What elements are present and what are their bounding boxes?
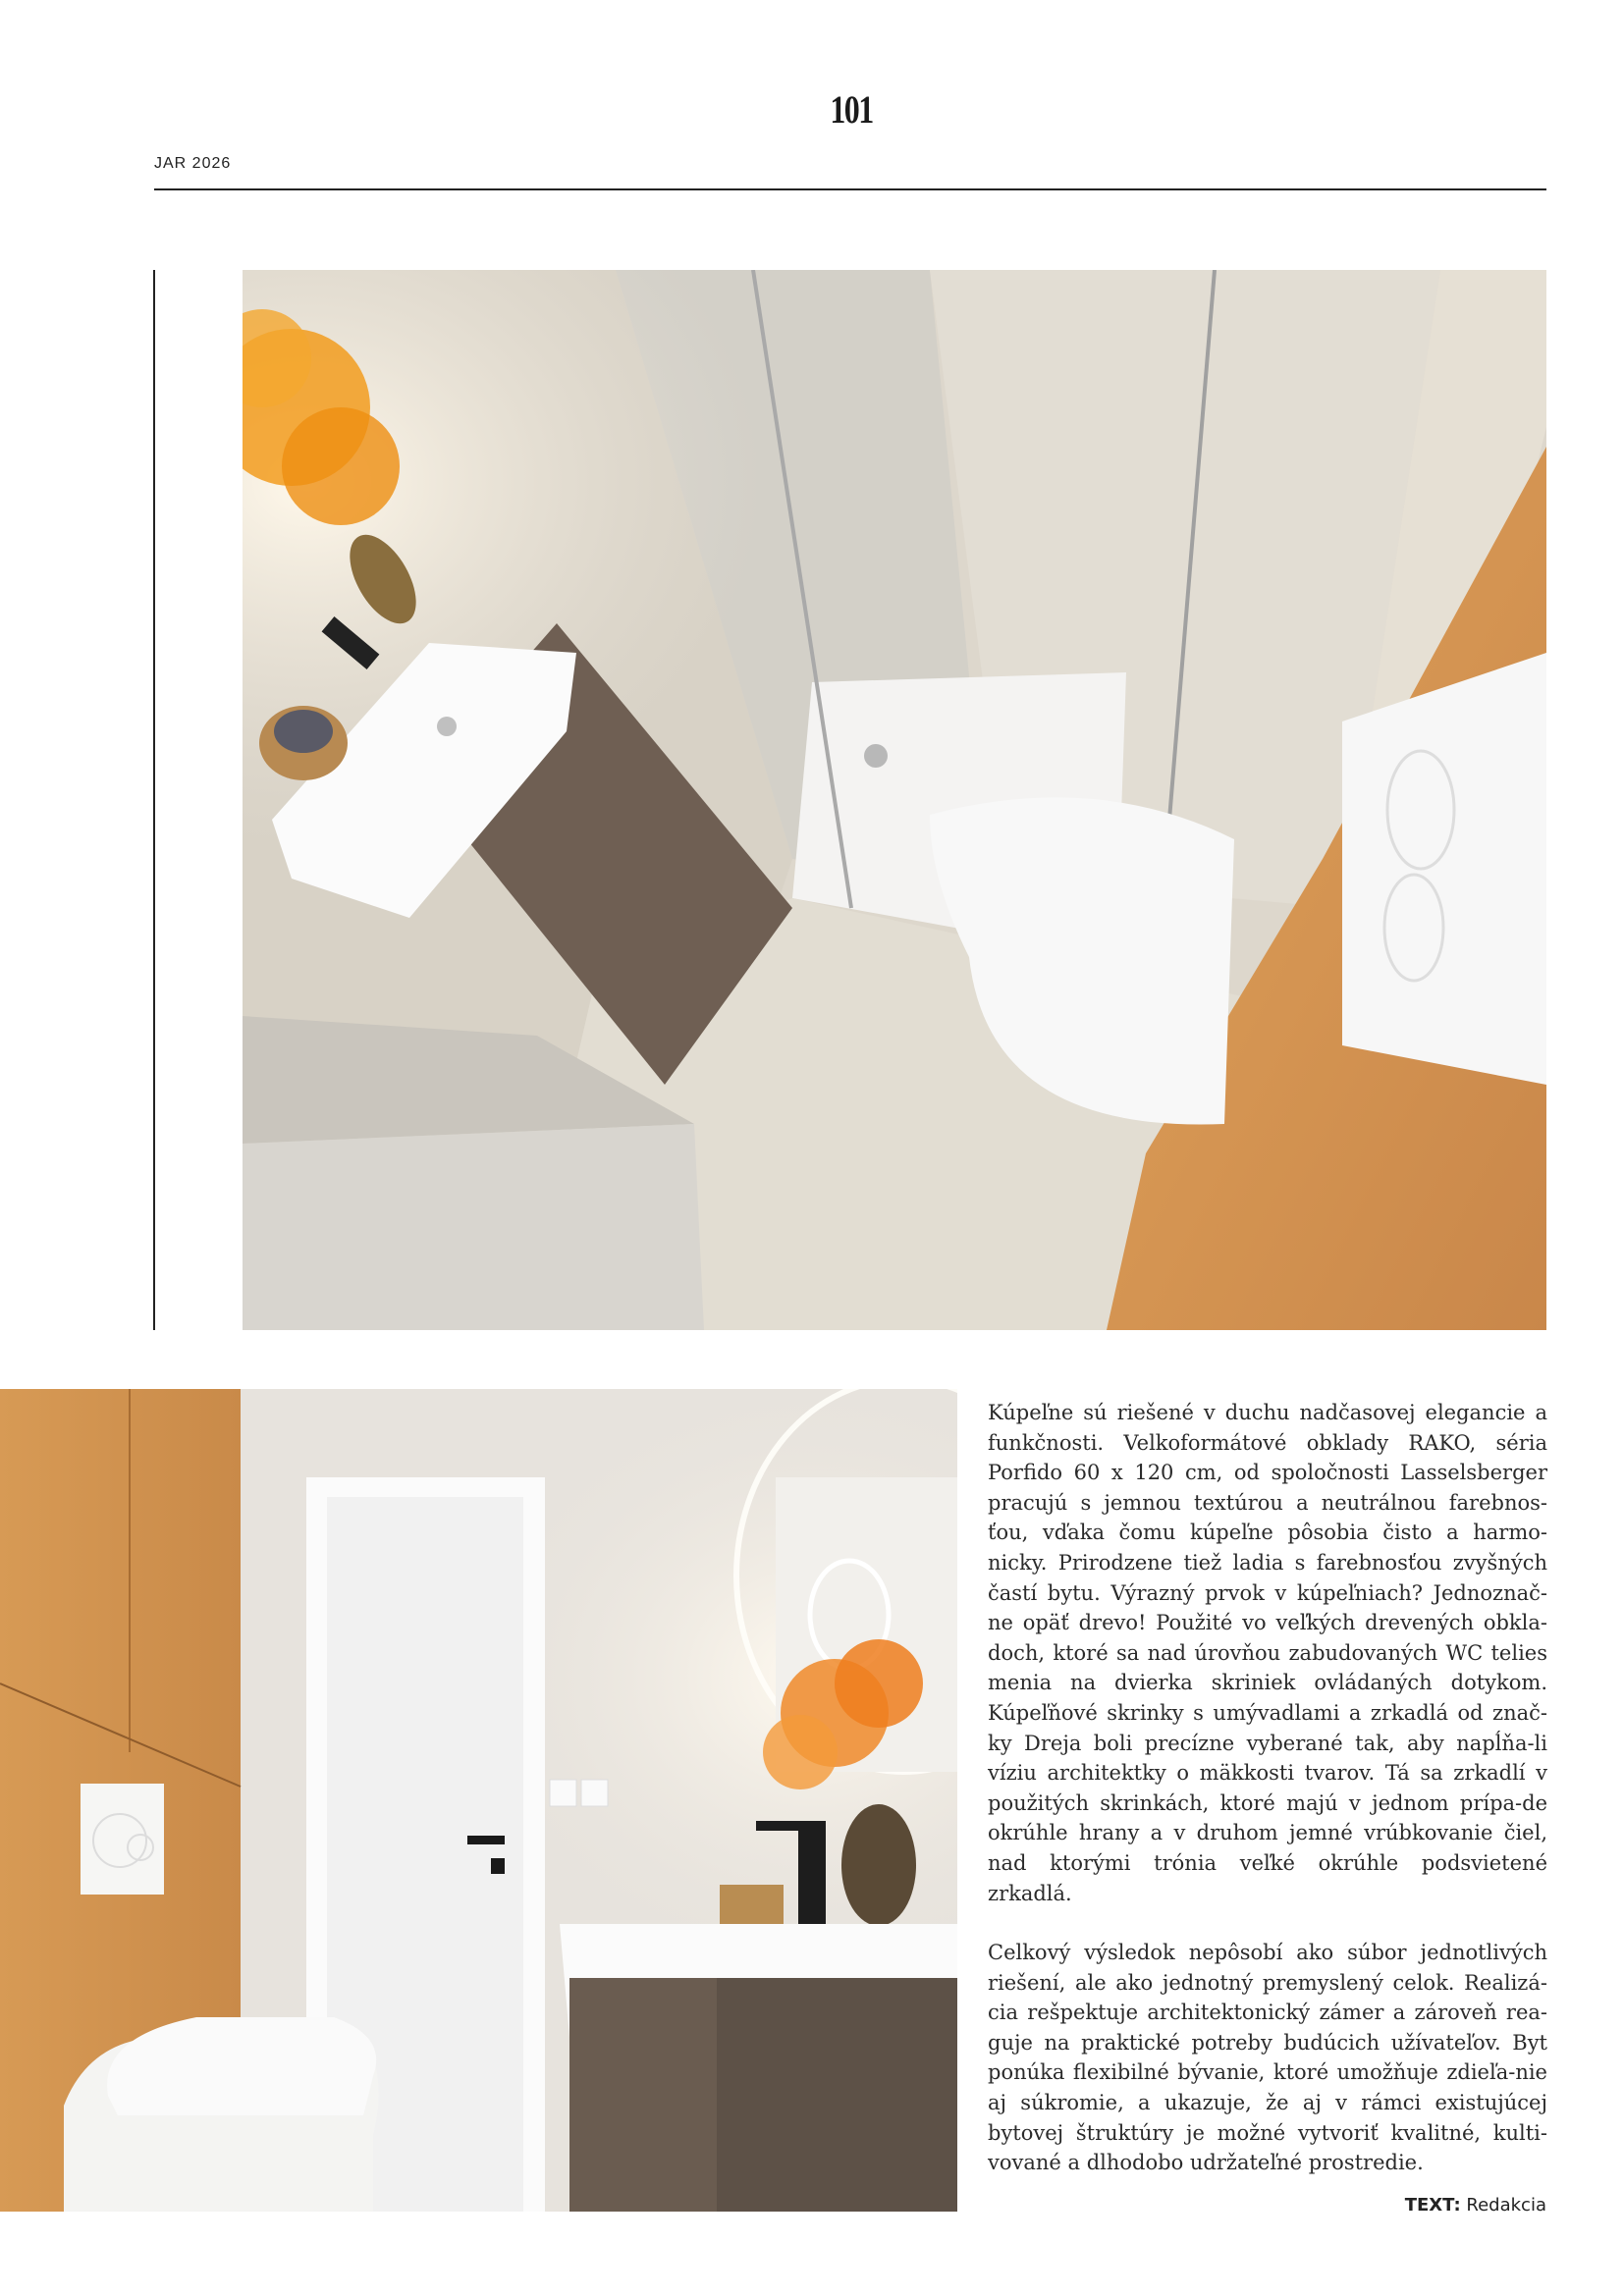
bathroom-bottom-illustration bbox=[0, 1389, 957, 2212]
page-number: 101 bbox=[830, 87, 873, 132]
credit-label: TEXT: bbox=[1404, 2195, 1461, 2216]
article-paragraph: Celkový výsledok nepôsobí ako súbor jednotlivých riešení, ale ako jednotný premyslený celok. Realizá-cia rešpektuje architektonický zámer a zároveň rea-guje na praktické potreby budúcich užívateľov. Byt ponúka flexibilné bývanie, ktoré umožňuje zdieľa-nie aj súkromie, a ukazuje, že aj v rámci existujúcej bytovej štruktúry je možné vytvoriť kvalitné, kulti-vované a dlhodobo udržateľné prostredie. bbox=[988, 1941, 1547, 2175]
issue-label: JAR 2026 bbox=[154, 155, 232, 172]
bathroom-photo-bottom bbox=[0, 1389, 957, 2212]
header-rule bbox=[154, 188, 1546, 190]
text-credit bbox=[1405, 2195, 1546, 2216]
article-body bbox=[988, 1398, 1547, 2178]
flush-plate bbox=[1342, 653, 1546, 1085]
article-paragraph: Kúpeľne sú riešené v duchu nadčasovej elegancie a funkčnosti. Velkoformátové obklady RAKO, séria Porfido 60 x 120 cm, od spoločnosti Lasselsberger pracujú s jemnou textúrou a neutrálnou farebnos-ťou, vďaka čomu kúpeľne pôsobia čisto a harmo-nicky. Prirodzene tiež ladia s farebnosťou zvyšných častí bytu. Výrazný prvok v kúpeľniach? Jednoznač-ne opäť drevo! Použité vo veľkých drevených obkla-doch, ktoré sa nad úrovňou zabudovaných WC telies menia na dvierka skriniek ovládaných dotykom. Kúpeľňové skrinky s umývadlami a zrkadlá od znač-ky Dreja boli precízne vyberané tak, aby napĺňa-li víziu architektky o mäkkosti tvarov. Tá sa zrkadlí v použitých skrinkách, ktoré majú v jednom prípa-de okrúhle hrany a v druhom jemné vrúbkovanie čiel, nad ktorými trónia veľké okrúhle podsvietené zrkadlá. bbox=[988, 1401, 1547, 1905]
credit-value: Redakcia bbox=[1466, 2195, 1546, 2216]
bathroom-photo-top bbox=[243, 270, 1546, 1330]
bathroom-top-illustration bbox=[243, 270, 1546, 1330]
faucet bbox=[798, 1821, 826, 1939]
vase bbox=[841, 1804, 916, 1926]
vertical-rule bbox=[153, 270, 155, 1330]
